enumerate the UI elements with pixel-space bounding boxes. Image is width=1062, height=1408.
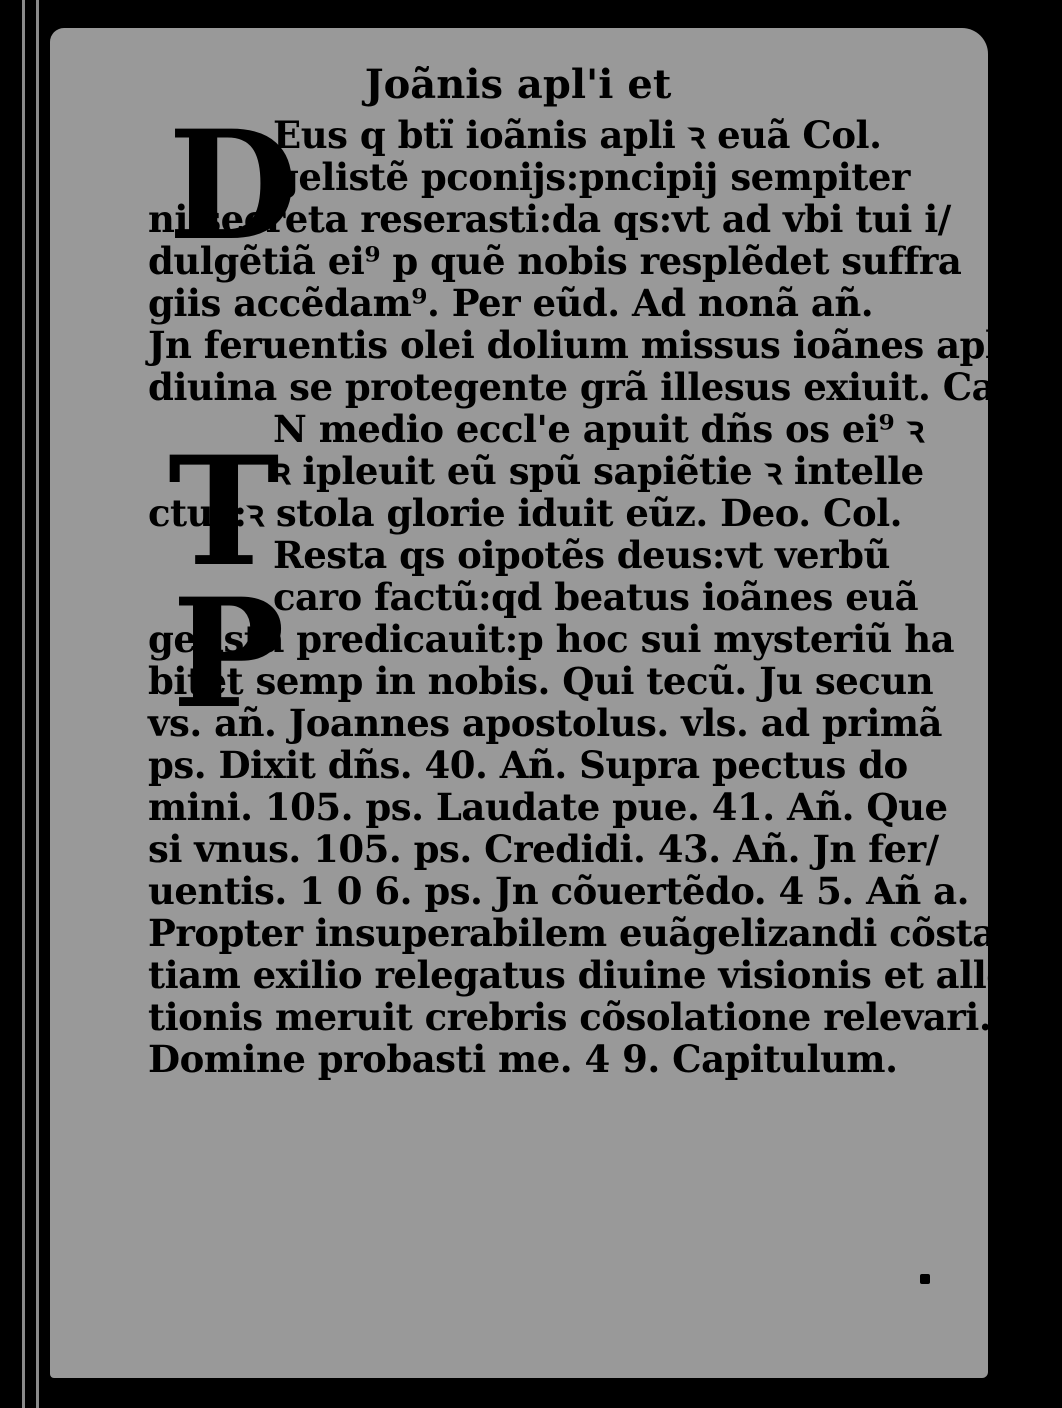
text-line: mini. 105. ps. Laudate pue. 41. Añ. Que bbox=[148, 785, 948, 829]
text-line: N medio eccl'e apuit dñs os ei⁹ ꝛ bbox=[273, 407, 924, 451]
text-line: Jn feruentis olei dolium missus ioãnes aplo bbox=[148, 323, 1023, 367]
drop-cap-t: T bbox=[168, 424, 280, 600]
book-binding bbox=[0, 0, 52, 1408]
text-line: Propter insuperabilem euãgelizandi cõstan bbox=[148, 911, 1023, 955]
drop-cap-p: P bbox=[172, 566, 285, 742]
text-line: ps. Dixit dñs. 40. Añ. Supra pectus do bbox=[148, 743, 908, 787]
text-line: gelistẽ pconijs:pncipij sempiter bbox=[273, 155, 910, 199]
text-line: caro factũ:qd beatus ioãnes euã bbox=[273, 575, 919, 619]
text-line: tiam exilio relegatus diuine visionis et allocu bbox=[148, 953, 1059, 997]
text-line: tionis meruit crebris cõsolatione relevari. ps. bbox=[148, 995, 1062, 1039]
text-line: giis accẽdam⁹. Per eũd. Ad nonã añ. bbox=[148, 281, 874, 325]
page-text bbox=[148, 56, 1062, 1081]
text-line: ctus:ꝛ stola glorie iduit eũz. Deo. Col. bbox=[148, 491, 903, 535]
text-line: ꝛ ipleuit eũ spũ sapiẽtie ꝛ intelle bbox=[273, 449, 924, 493]
binding-edge-line bbox=[36, 0, 39, 1408]
text-line: gelista predicauit:p hoc sui mysteriũ ha bbox=[148, 617, 955, 661]
text-line: uentis. 1 0 6. ps. Jn cõuertẽdo. 4 5. Añ a. bbox=[148, 869, 970, 913]
text-line: ni secreta reserasti:da qs:vt ad vbi tui i/ bbox=[148, 197, 951, 241]
binding-edge-line bbox=[22, 0, 25, 1408]
drop-cap-d: D bbox=[168, 98, 299, 274]
text-line: dulgẽtiã ei⁹ p quẽ nobis resplẽdet suffra bbox=[148, 239, 962, 283]
text-line: diuina se protegente grã illesus exiuit. Cap. bbox=[148, 365, 1033, 409]
text-line: bitet semp in nobis. Qui tecũ. Ju secun bbox=[148, 659, 934, 703]
ink-mark bbox=[920, 1274, 930, 1284]
text-line: vs. añ. Joannes apostolus. vls. ad primã bbox=[148, 701, 943, 745]
text-line: Eus q btï ioãnis apli ꝛ euã Col. bbox=[273, 113, 882, 157]
running-title: Joãnis apl'i et bbox=[364, 61, 672, 108]
text-line: Resta qs oipotẽs deus:vt verbũ bbox=[273, 533, 890, 577]
text-line: Domine probasti me. 4 9. Capitulum. bbox=[148, 1037, 898, 1081]
text-line: si vnus. 105. ps. Credidi. 43. Añ. Jn fer/ bbox=[148, 827, 939, 871]
